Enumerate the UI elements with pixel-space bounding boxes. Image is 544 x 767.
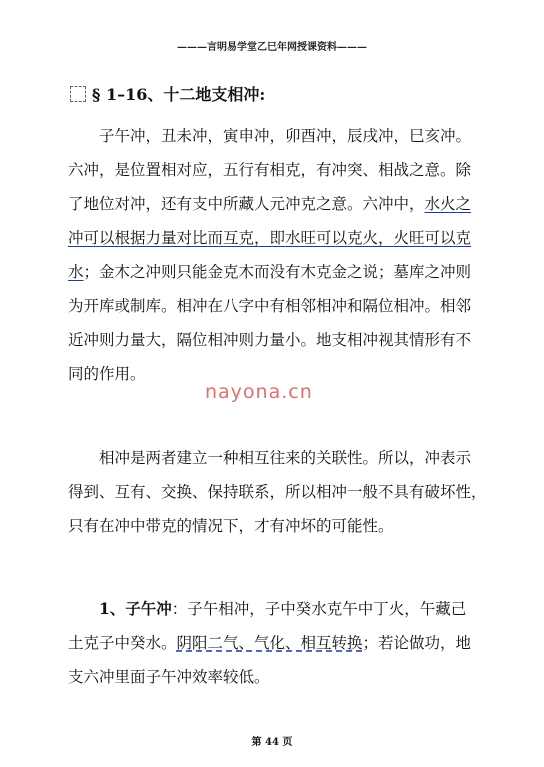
underlined-text: 水火之 bbox=[424, 195, 472, 213]
paragraph-3 bbox=[68, 592, 484, 694]
paragraph-1 bbox=[68, 119, 484, 391]
text-line: 得到、互有、交换、保持联系，所以相冲一般不具有破坏性， bbox=[68, 483, 487, 501]
section-title bbox=[70, 82, 265, 105]
text-line bbox=[68, 187, 484, 221]
text-line: 六冲，是位置相对应，五行有相克，有冲突、相战之意。除 bbox=[68, 161, 472, 179]
text-line: 子午冲，丑未冲，寅申冲，卯酉冲，辰戌冲，巳亥冲。 bbox=[99, 127, 472, 145]
text-line bbox=[68, 592, 484, 626]
text-span: ；若论做功，地 bbox=[362, 634, 472, 652]
text-line: 支六冲里面子午冲效率较低。 bbox=[68, 668, 270, 686]
underlined-text-line: 冲可以根据力量对比而互克，即水旺可以克火，火旺可以克 bbox=[68, 229, 472, 247]
text-span: 了地位对冲，还有支中所藏人元冲克之意。六冲中， bbox=[68, 195, 425, 213]
text-line: 只有在冲中带克的情况下，才有冲坏的可能性。 bbox=[68, 517, 394, 535]
underlined-text: 阴阳二气、气化、相互转换 bbox=[176, 634, 363, 652]
checkbox-placeholder-icon bbox=[70, 86, 86, 102]
page-number: 第 44 页 bbox=[251, 737, 293, 748]
text-span: 土克子中癸水。 bbox=[68, 634, 177, 652]
section-title-text: § 1–16、十二地支相冲: bbox=[92, 85, 266, 104]
text-line: 相冲是两者建立一种相互往来的关联性。所以，冲表示 bbox=[99, 449, 472, 467]
underlined-text: 水 bbox=[68, 263, 84, 281]
text-span: ；金木之冲则只能金克木而没有木克金之说；墓库之冲则 bbox=[83, 263, 472, 281]
paragraph-2 bbox=[68, 441, 487, 543]
text-line: 同的作用。 bbox=[68, 365, 146, 383]
text-line bbox=[68, 626, 484, 660]
text-line bbox=[68, 255, 484, 289]
text-line: 为开库或制库。相冲在八字中有相邻相冲和隔位相冲。相邻 bbox=[68, 297, 472, 315]
text-span: ：子午相冲，子中癸水克午中丁火，午藏己 bbox=[171, 600, 467, 618]
text-line: 近冲则力量大，隔位相冲则力量小。地支相冲视其情形有不 bbox=[68, 331, 472, 349]
page-header: ———言明易学堂乙巳年网授课资料——— bbox=[177, 42, 367, 53]
subsection-heading: 1、子午冲 bbox=[99, 599, 172, 618]
watermark: nayona.cn bbox=[205, 381, 313, 403]
